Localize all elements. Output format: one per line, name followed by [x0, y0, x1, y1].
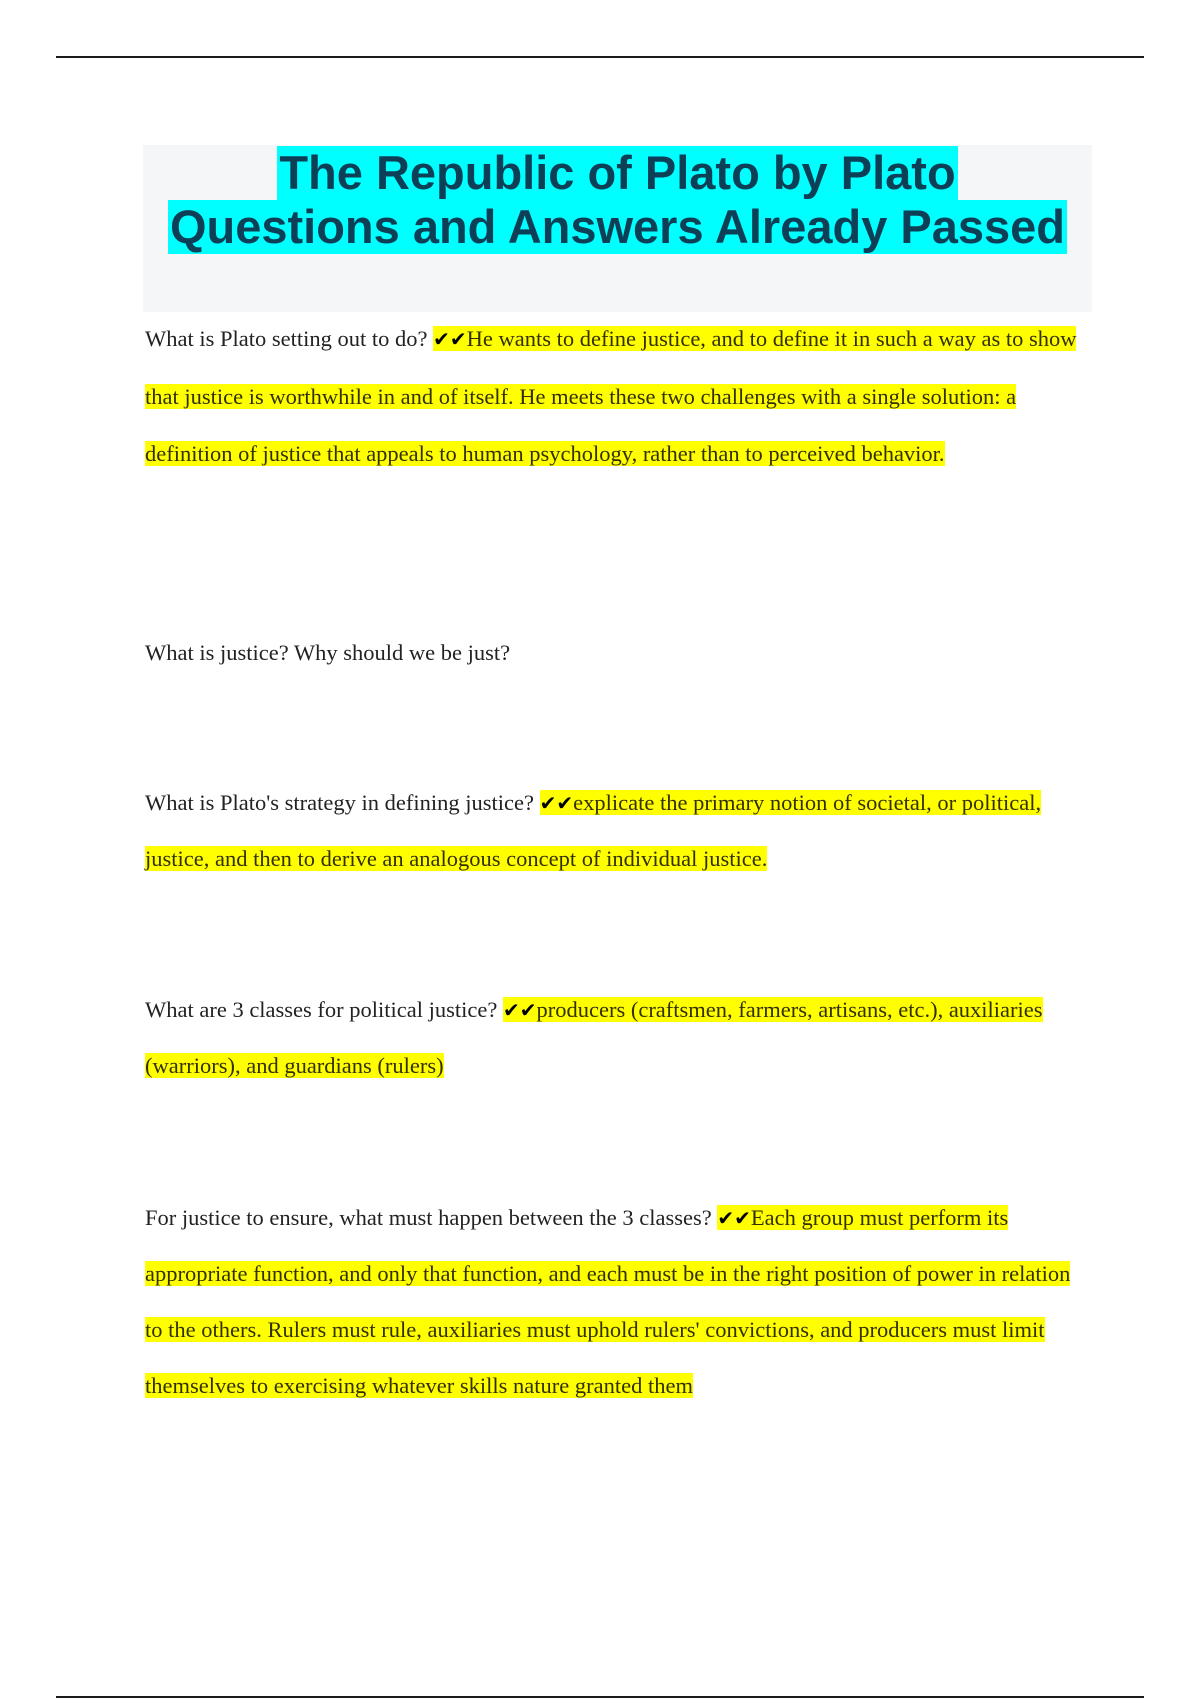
check-icon: ✔✔	[433, 327, 467, 351]
check-icon: ✔✔	[502, 998, 537, 1022]
qa-item	[145, 625, 1090, 681]
answer-text: Each group must perform its appropriate function, and only that function, and each must be in the right position of power in relation to the others. Rulers must rule, auxiliaries must uphold rulers' convictions, and producers must limit themselves to exercising whatever skills nature granted them	[145, 1205, 1071, 1398]
document-title-line-2: Questions and Answers Already Passed	[169, 200, 1066, 253]
title-block	[143, 145, 1092, 312]
question-text: For justice to ensure, what must happen between the 3 classes?	[145, 1205, 712, 1230]
bottom-rule	[56, 1696, 1144, 1698]
qa-item	[145, 775, 1090, 887]
document-title-line-1: The Republic of Plato by Plato	[279, 146, 956, 199]
question-text: What is Plato setting out to do?	[145, 326, 428, 351]
qa-item	[145, 1190, 1090, 1414]
answer-text: producers (craftsmen, farmers, artisans, etc.), auxiliaries (warriors), and guardians (rulers)	[145, 997, 1043, 1078]
question-text: What is Plato's strategy in defining justice?	[145, 790, 534, 815]
answer-text: explicate the primary notion of societal, or political, justice, and then to derive an analogous concept of individual justice.	[145, 790, 1042, 871]
qa-item	[145, 310, 1090, 482]
answer-text: He wants to define justice, and to define it in such a way as to show that justice is worthwhile in and of itself. He meets these two challenges with a single solution: a definition of justice that appeals to human psychology, rather than to perceived behavior.	[145, 326, 1077, 466]
question-text: What is justice? Why should we be just?	[145, 640, 511, 665]
qa-item	[145, 982, 1090, 1094]
question-text: What are 3 classes for political justice?	[145, 997, 498, 1022]
check-icon: ✔✔	[539, 791, 574, 815]
check-icon: ✔✔	[717, 1206, 751, 1230]
top-rule	[56, 56, 1144, 58]
